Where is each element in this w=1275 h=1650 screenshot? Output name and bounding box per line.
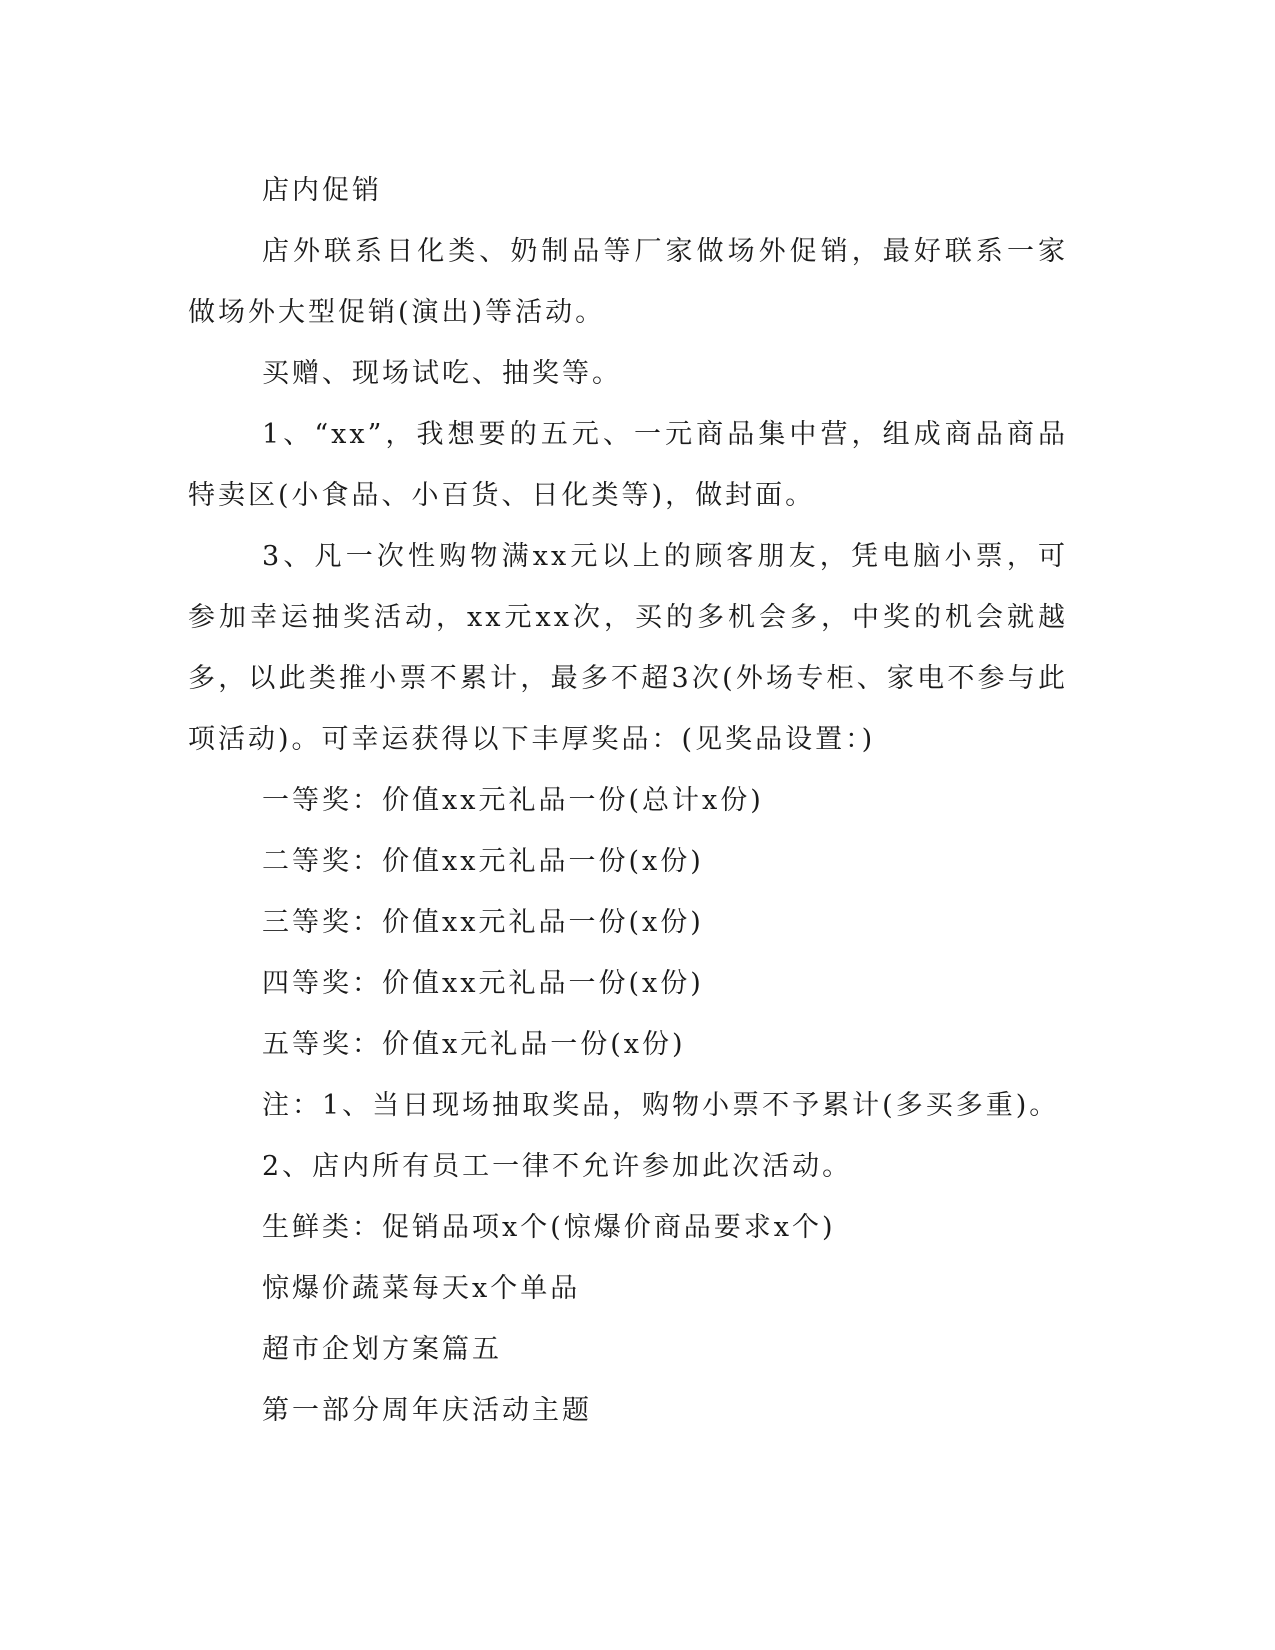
note-line: 2、店内所有员工一律不允许参加此次活动。: [262, 1151, 853, 1182]
prize-line: 四等奖：价值xx元礼品一份(x份): [262, 968, 704, 999]
paragraph: 3、凡一次性购物满xx元以上的顾客朋友，凭电脑小票，可参加幸运抽奖活动，xx元xx次，买的多机会多，中奖的机会就越多，以此类推小票不累计，最多不超3次(外场专柜、家电不参与此项活动)。可幸运获得以下丰厚奖品：(见奖品设置：): [188, 541, 1068, 755]
prize-line: 五等奖：价值x元礼品一份(x份): [262, 1029, 686, 1060]
section-heading: 超市企划方案篇五: [262, 1334, 502, 1365]
paragraph: 惊爆价蔬菜每天x个单品: [262, 1273, 581, 1304]
paragraph: 店外联系日化类、奶制品等厂家做场外促销，最好联系一家做场外大型促销(演出)等活动。: [188, 236, 1068, 328]
prize-line: 三等奖：价值xx元礼品一份(x份): [262, 907, 704, 938]
prize-line: 一等奖：价值xx元礼品一份(总计x份): [262, 785, 764, 816]
document-body: [188, 160, 1068, 1441]
paragraph: 店内促销: [262, 175, 382, 206]
paragraph: 1、“xx”，我想要的五元、一元商品集中营，组成商品商品特卖区(小食品、小百货、日化类等)，做封面。: [188, 419, 1068, 511]
section-heading: 第一部分周年庆活动主题: [262, 1395, 592, 1426]
prize-line: 二等奖：价值xx元礼品一份(x份): [262, 846, 704, 877]
note-line: 注：1、当日现场抽取奖品，购物小票不予累计(多买多重)。: [262, 1090, 1060, 1121]
paragraph: 生鲜类：促销品项x个(惊爆价商品要求x个): [262, 1212, 836, 1243]
paragraph: 买赠、现场试吃、抽奖等。: [262, 358, 622, 389]
